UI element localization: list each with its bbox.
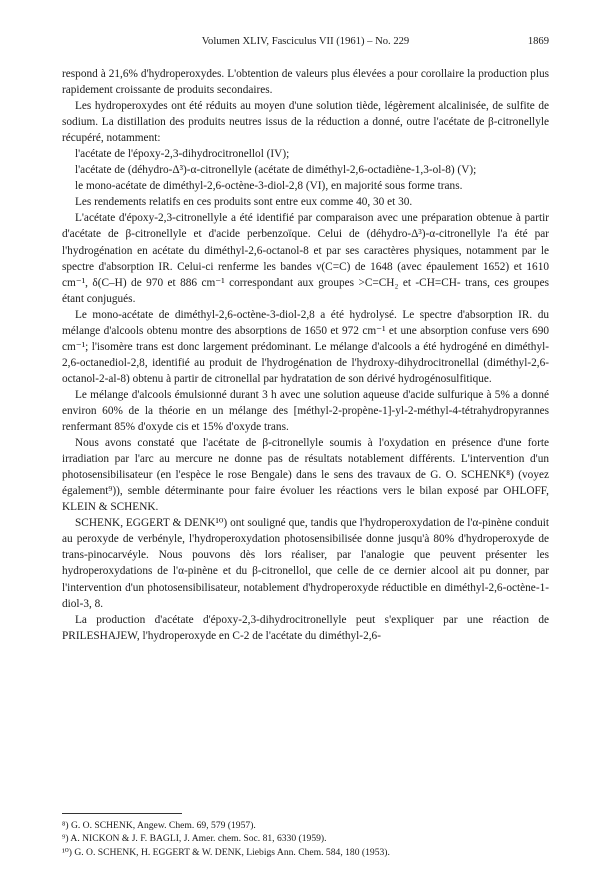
- product-list-item: l'acétate de (déhydro-Δ³)-α-citronellyle (acétate de diméthyl-2,6-octadiène-1,3-ol-8) (V);: [75, 164, 477, 177]
- paragraph: SCHENK, EGGERT & DENK¹⁰) ont souligné que, tandis que l'hydroperoxydation de l'α-pinène conduit au peroxyde de verbényle, l'hydroperoxydation photosensibilisée donne jusqu'à 80% d'hydroperoxyde de trans-pinocarvéyle. Nous pouvons dès lors réaliser, par l'analogie que peuvent présenter les hydroperoxydations de l'α-pinène et du β-citronellol, que celle de ce dernier alcool ait pu donner, par l'intervention d'un photosensibilisateur, notablement d'hydroperoxyde réductible en diméthyl-2,6-octène-1-diol-3, 8.: [62, 517, 549, 610]
- footnotes: [62, 819, 549, 859]
- paragraph: Le mélange d'alcools émulsionné durant 3 h avec une solution aqueuse d'acide sulfurique à 5% a donné environ 60% de la théorie en un mélange des [méthyl-2-propène-1]-yl-2-méthyl-4-tétrahydropyrannes renfermant 85% d'oxyde cis et 15% d'oxyde trans.: [62, 388, 549, 434]
- paragraph: La production d'acétate d'époxy-2,3-dihydrocitronellyle peut s'expliquer par une réaction de PRILESHAJEW, l'hydroperoxyde en C-2 de l'acétate du diméthyl-2,6-: [62, 613, 549, 642]
- footnote-divider: [62, 813, 182, 814]
- paragraph: Les hydroperoxydes ont été réduits au moyen d'une solution tiède, légèrement alcalinisée, de sulfite de sodium. La distillation des produits neutres issus de la réduction a donné, outre l'acétate de β-citronellyle récupéré, notamment:: [62, 100, 549, 145]
- product-list-item: le mono-acétate de diméthyl-2,6-octène-3-diol-2,8 (VI), en majorité sous forme trans.: [75, 180, 463, 193]
- paragraph: respond à 21,6% d'hydroperoxydes. L'obtention de valeurs plus élevées a pour corollaire la production plus rapidement croissante de produits secondaires.: [62, 68, 549, 97]
- footnote: ⁸) G. O. SCHENK, Angew. Chem. 69, 579 (1957).: [62, 820, 256, 831]
- paragraph: Nous avons constaté que l'acétate de β-citronellyle soumis à l'oxydation en présence d'une forte irradiation par l'arc au mercure ne donne pas de résultats notablement différents. L'intervention d'un photosensibilisateur (en l'espèce le rose Bengale) dans le sens des travaux de G. O. SCHENK⁸) (voyez également⁹)), semble déterminante pour faire évoluer les réactions vers le bilan exposé par OHLOFF, KLEIN & SCHENK.: [62, 437, 549, 514]
- main-text: [62, 66, 549, 644]
- running-header: [62, 36, 549, 52]
- paragraph: Le mono-acétate de diméthyl-2,6-octène-3-diol-2,8 a été hydrolysé. Le spectre d'absorption IR. du mélange d'alcools obtenu montre des absorptions de 1650 et 972 cm⁻¹ et une absorption confuse vers 690 cm⁻¹; l'isomère trans est donc largement prédominant. Le mélange d'alcools a été hydrogéné en diméthyl-2,6-octanediol-2,8, identifié au produit de l'hydrogénation de l'hydroxy-dihydrocitronellal (diméthyl-2,6-octanol-2-al-8) obtenu à partir de citronellal par hydratation de son dérivé hydrogénosulfitique.: [62, 308, 549, 385]
- page-number: 1869: [527, 36, 549, 47]
- paragraph: Les rendements relatifs en ces produits sont entre eux comme 40, 30 et 30.: [75, 196, 413, 209]
- product-list-item: l'acétate de l'époxy-2,3-dihydrocitronellol (IV);: [75, 148, 290, 161]
- paragraph: L'acétate d'époxy-2,3-citronellyle a été identifié par comparaison avec une préparation obtenue à partir d'acétate de β-citronellyle et d'acide perbenzoïque. Celui de (déhydro-Δ³)-α-citronellyle l'a été par l'hydrogénation en acétate du diméthyl-2,6-octanol-8 et par ses caractères physiques, notamment par le spectre d'absorption IR. Celui-ci renferme les bandes ν(C=C) de 1648 (avec épaulement 1652) et 1610 cm⁻¹, δ(C–H) de 970 et 886 cm⁻¹ correspondant aux groupes >C=CH₂ et -CH=CH- trans, ces groupes étant conjugués.: [62, 212, 549, 305]
- running-title: Volumen XLIV, Fasciculus VII (1961) – No. 229: [201, 36, 410, 47]
- footnote: ⁹) A. NICKON & J. F. BAGLI, J. Amer. chem. Soc. 81, 6330 (1959).: [62, 833, 327, 845]
- footnote: ¹⁰) G. O. SCHENK, H. EGGERT & W. DENK, Liebigs Ann. Chem. 584, 180 (1953).: [62, 846, 390, 858]
